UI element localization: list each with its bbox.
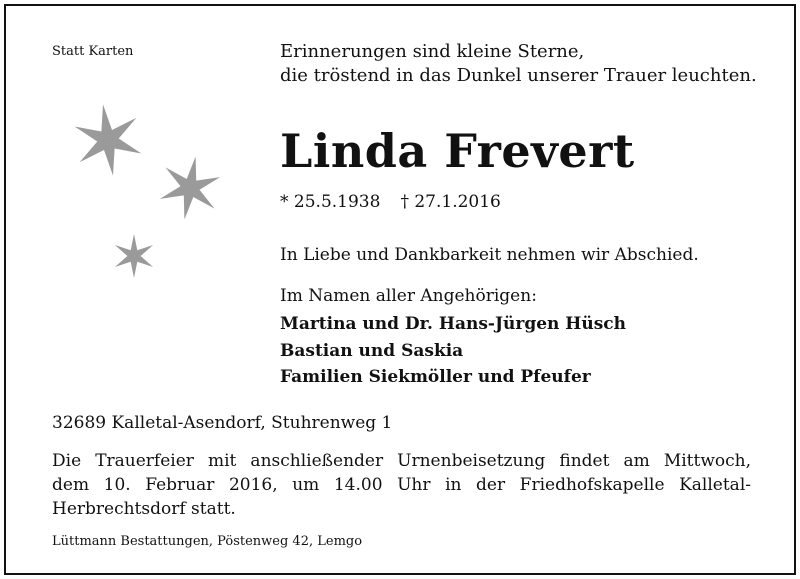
ceremony-line-2: dem 10. Februar 2016, um 14.00 Uhr in der Friedhofskapelle Kalletal- [52,475,751,495]
funeral-home: Lüttmann Bestattungen, Pöstenweg 42, Lemgo [52,534,363,549]
quote-line-1: Erinnerungen sind kleine Sterne, [280,41,585,62]
mourners-intro: Im Namen aller Angehörigen: [280,286,537,306]
mourner-name: Bastian und Saskia [280,341,464,361]
mourner-name: Familien Siekmöller und Pfeufer [280,367,591,387]
life-dates [280,192,501,212]
address: 32689 Kalletal-Asendorf, Stuhrenweg 1 [52,413,393,433]
header-label: Statt Karten [52,44,134,59]
death-date: † 27.1.2016 [400,192,501,212]
birth-date: * 25.5.1938 [280,192,381,212]
stars-decoration [60,90,240,290]
quote [280,40,757,88]
mourner-name: Martina und Dr. Hans-Jürgen Hüsch [280,314,627,334]
farewell-text: In Liebe und Dankbarkeit nehmen wir Abschied. [280,245,699,265]
deceased-name: Linda Frevert [280,124,635,178]
ceremony-line-3: Herbrechtsdorf statt. [52,499,236,519]
ceremony-text [52,449,751,521]
star-icon [75,104,142,175]
star-icon [160,157,220,220]
ceremony-line-1: Die Trauerfeier mit anschließender Urnenbeisetzung findet am Mittwoch, [52,451,751,471]
star-icon [115,234,153,278]
quote-line-2: die tröstend in das Dunkel unserer Trauer leuchten. [280,65,757,86]
